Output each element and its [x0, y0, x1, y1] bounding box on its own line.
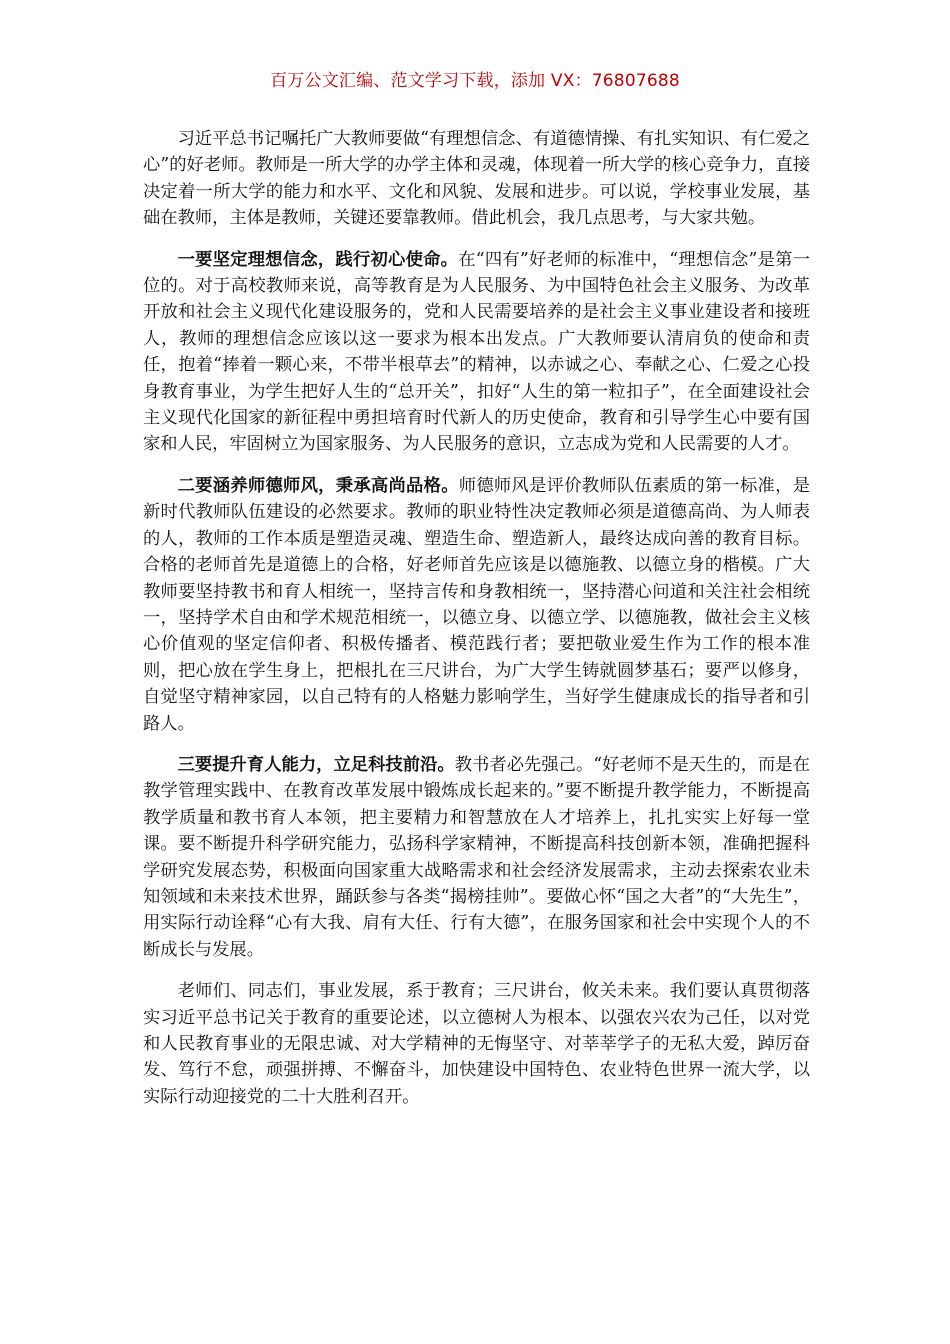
header-banner: 百万公文汇编、范文学习下载，添加 VX：76807688	[270, 71, 680, 91]
paragraph-heading: 一要坚定理想信念，践行初心使命。	[177, 249, 459, 270]
paragraph-point-two	[143, 473, 810, 737]
paragraph-text: 习近平总书记嘱托广大教师要做“有理想信念、有道德情操、有扎实知识、有仁爱之心”的好老师。教师是一所大学的办学主体和灵魂，体现着一所大学的核心竞争力，直接决定着一所大学的能力和水平、文化和风貌、发展和进步。可以说，学校事业发展，基础在教师，主体是教师，关键还要靠教师。借此机会，我几点思考，与大家共勉。	[143, 129, 810, 229]
paragraph-text: 教书者必先强己。“好老师不是天生的，而是在教学管理实践中、在教育改革发展中锻炼成长起来的。”要不断提升教学能力，不断提高教学质量和教书育人本领，把主要精力和智慧放在人才培养上，扎扎实实上好每一堂课。要不断提升科学研究能力，弘扬科学家精神，不断提高科技创新本领，准确把握科学研究发展态势，积极面向国家重大战略需求和社会经济发展需求，主动去探索农业未知领域和未来技术世界，踊跃参与各类“揭榜挂帅”。要做心怀“国之大者”的“大先生”，用实际行动诠释“心有大我、肩有大任、行有大德”，在服务国家和社会中实现个人的不断成长与发展。	[143, 754, 810, 960]
paragraph-heading: 二要涵养师德师风，秉承高尚品格。	[177, 475, 459, 496]
paragraph-text: 师德师风是评价教师队伍素质的第一标准，是新时代教师队伍建设的必然要求。教师的职业特性决定教师必须是道德高尚、为人师表的人，教师的工作本质是塑造灵魂、塑造生命、塑造新人，最终达成向善的教育目标。合格的老师首先是道德上的合格，好老师首先应该是以德施教、以德立身的楷模。广大教师要坚持教书和育人相统一，坚持言传和身教相统一，坚持潜心问道和关注社会相统一，坚持学术自由和学术规范相统一，以德立身、以德立学、以德施教，做社会主义核心价值观的坚定信仰者、积极传播者、模范践行者；要把敬业爱生作为工作的根本准则，把心放在学生身上，把根扎在三尺讲台，为广大学生铸就圆梦基石；要严以修身，自觉坚守精神家园，以自己特有的人格魅力影响学生，当好学生健康成长的指导者和引路人。	[143, 475, 810, 734]
paragraph-point-three	[143, 752, 810, 963]
paragraph-conclusion	[143, 978, 810, 1110]
paragraph-point-one	[143, 247, 810, 458]
paragraph-text: 老师们、同志们，事业发展，系于教育；三尺讲台，攸关未来。我们要认真贯彻落实习近平总书记关于教育的重要论述，以立德树人为根本、以强农兴农为己任，以对党和人民教育事业的无限忠诚、对大学精神的无悔坚守、对莘莘学子的无私大爱，踔厉奋发、笃行不怠，顽强拼搏、不懈奋斗，加快建设中国特色、农业特色世界一流大学，以实际行动迎接党的二十大胜利召开。	[143, 981, 810, 1107]
document-body	[143, 126, 810, 1125]
paragraph-intro	[143, 126, 810, 232]
paragraph-heading: 三要提升育人能力，立足科技前沿。	[177, 754, 455, 775]
paragraph-text: 在“四有”好老师的标准中，“理想信念”是第一位的。对于高校教师来说，高等教育是为人民服务、为中国特色社会主义服务、为改革开放和社会主义现代化建设服务的，党和人民需要培养的是社会主义事业建设者和接班人，教师的理想信念应该以这一要求为根本出发点。广大教师要认清肩负的使命和责任，抱着“捧着一颗心来，不带半根草去”的精神，以赤诚之心、奉献之心、仁爱之心投身教育事业，为学生把好人生的“总开关”，扣好“人生的第一粒扣子”，在全面建设社会主义现代化国家的新征程中勇担培育时代新人的历史使命，教育和引导学生心中要有国家和人民，牢固树立为国家服务、为人民服务的意识，立志成为党和人民需要的人才。	[143, 249, 810, 455]
